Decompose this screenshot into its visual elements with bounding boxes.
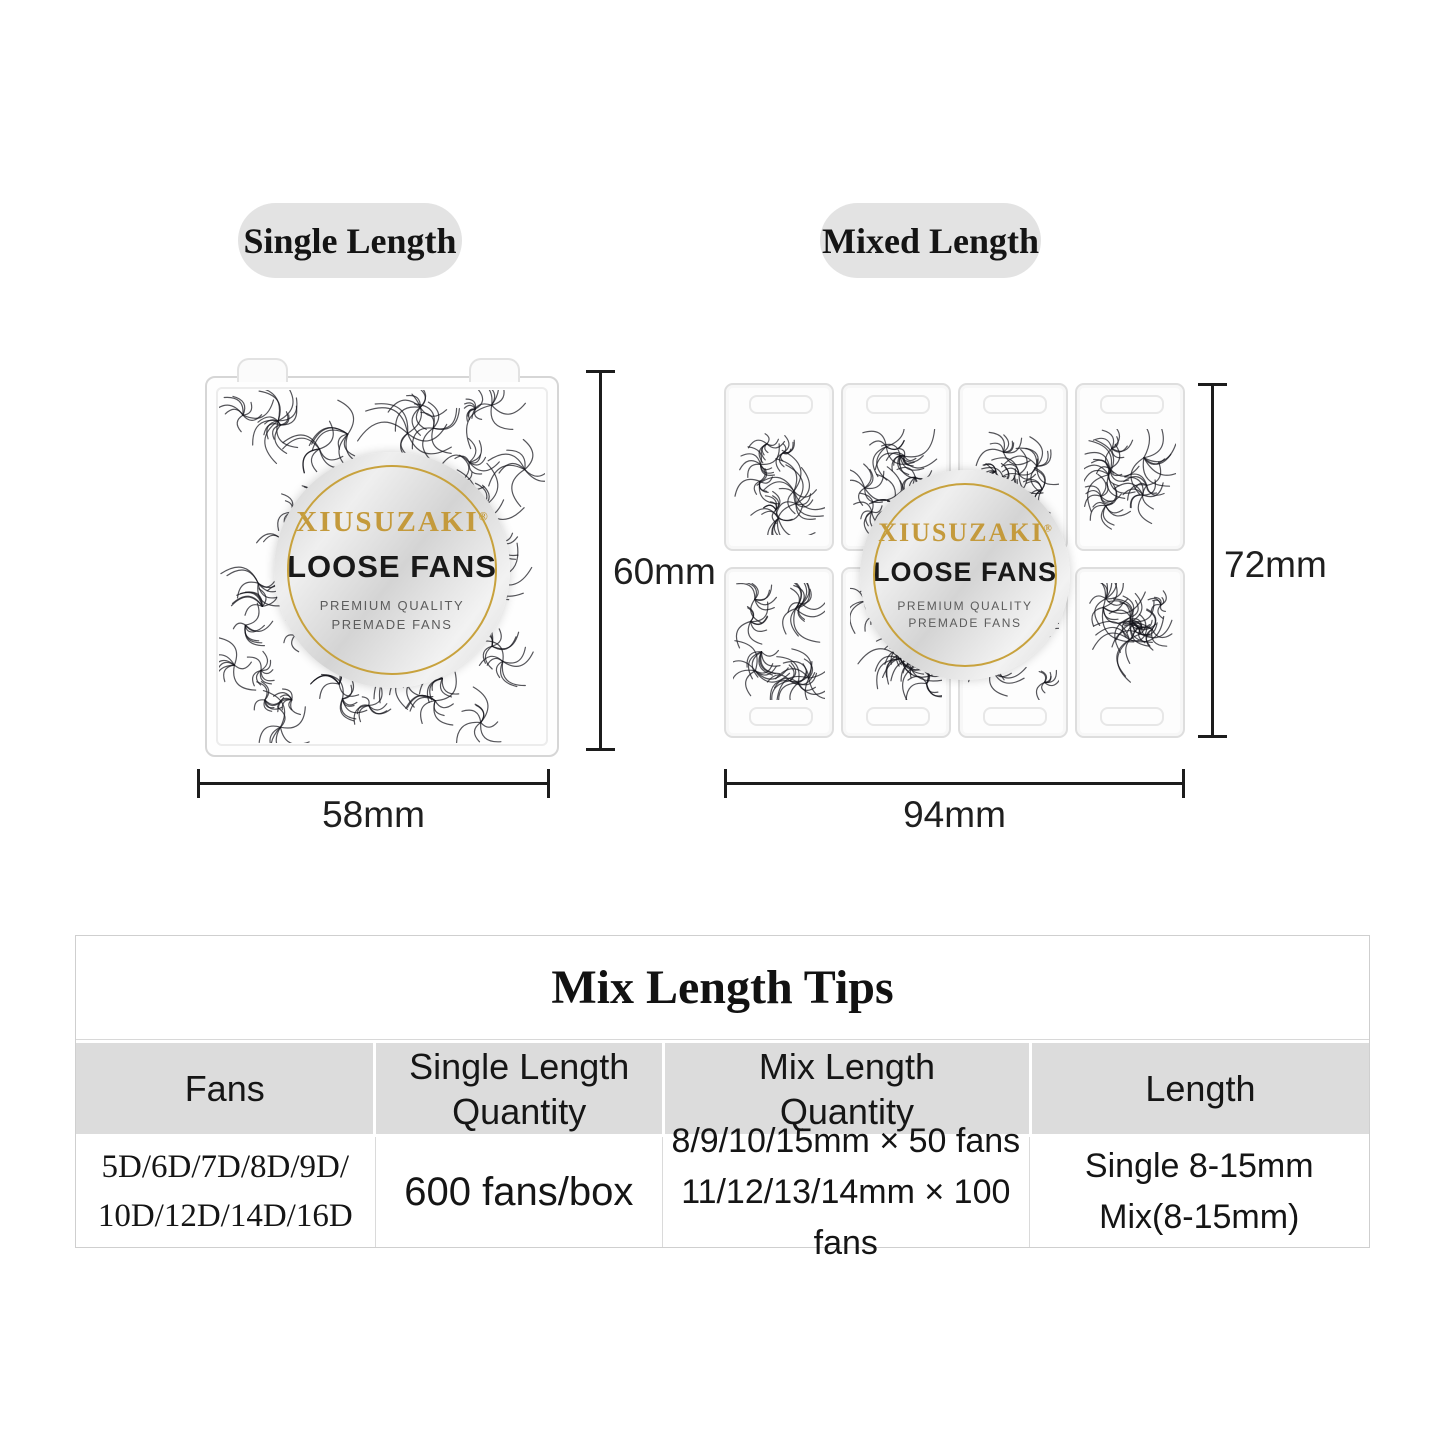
compartment-recess xyxy=(1100,707,1163,726)
table-data-row xyxy=(76,1121,1369,1262)
badge-mixed-length: Mixed Length xyxy=(820,203,1041,278)
gold-ring-icon xyxy=(287,465,497,675)
single-length-box xyxy=(205,376,559,757)
box-compartment xyxy=(724,383,834,551)
dimension-label-single-height: 60mm xyxy=(613,551,716,592)
compartment-recess xyxy=(749,707,812,726)
product-label xyxy=(860,470,1070,680)
column-header-single-quantity: Single Length Quantity xyxy=(376,1043,662,1134)
compartment-recess xyxy=(983,395,1046,414)
table-title: Mix Length Tips xyxy=(76,936,1369,1040)
cell-length: Single 8-15mm Mix(8-15mm) xyxy=(1084,1147,1314,1236)
compartment-recess xyxy=(1100,395,1163,414)
dimension-label-mixed-width: 94mm xyxy=(903,794,1006,835)
product-label xyxy=(274,452,510,688)
cell-single-quantity: 600 fans/box xyxy=(376,1137,664,1247)
brand-name: XIUSUZAKI® xyxy=(878,517,1052,547)
cell-mix-quantity: 8/9/10/15mm × 50 fans 11/12/13/14mm × 100 fans xyxy=(663,1137,1029,1247)
compartment-recess xyxy=(866,395,929,414)
label-subtitle: PREMIUM QUALITY PREMADE FANS xyxy=(319,597,465,632)
brand-name: XIUSUZAKI® xyxy=(296,505,488,538)
registered-mark-icon: ® xyxy=(1043,521,1052,534)
column-header-length: Length xyxy=(1032,1043,1369,1134)
column-header-mix-quantity: Mix Length Quantity xyxy=(665,1043,1029,1134)
mix-length-tips-table xyxy=(75,935,1370,1262)
box-compartment xyxy=(1075,567,1185,738)
dimension-line-height-mixed xyxy=(1198,383,1227,738)
registered-mark-icon: ® xyxy=(478,509,488,523)
compartment-recess xyxy=(866,707,929,726)
label-title: LOOSE FANS xyxy=(872,556,1058,587)
dimension-line-height-single xyxy=(586,370,615,751)
box-hinge-icon xyxy=(469,358,520,382)
badge-single-length: Single Length xyxy=(238,203,462,278)
box-hinge-icon xyxy=(237,358,288,382)
column-header-fans: Fans xyxy=(76,1043,373,1134)
mixed-length-box xyxy=(724,383,1185,738)
lash-fans-cluster xyxy=(733,429,825,535)
lash-fans-cluster xyxy=(733,583,825,700)
label-title: LOOSE FANS xyxy=(287,548,497,584)
compartment-recess xyxy=(749,395,812,414)
compartment-recess xyxy=(983,707,1046,726)
box-compartment xyxy=(724,567,834,738)
label-subtitle: PREMIUM QUALITY PREMADE FANS xyxy=(897,598,1033,630)
cell-fans: 5D/6D/7D/8D/9D/ 10D/12D/14D/16D xyxy=(76,1137,376,1247)
lash-fans-cluster xyxy=(1084,583,1176,700)
dimension-label-single-width: 58mm xyxy=(322,794,425,835)
gold-ring-icon xyxy=(873,483,1057,667)
dimension-label-mixed-height: 72mm xyxy=(1224,544,1327,585)
box-compartment xyxy=(1075,383,1185,551)
lash-fans-cluster xyxy=(1084,429,1176,535)
